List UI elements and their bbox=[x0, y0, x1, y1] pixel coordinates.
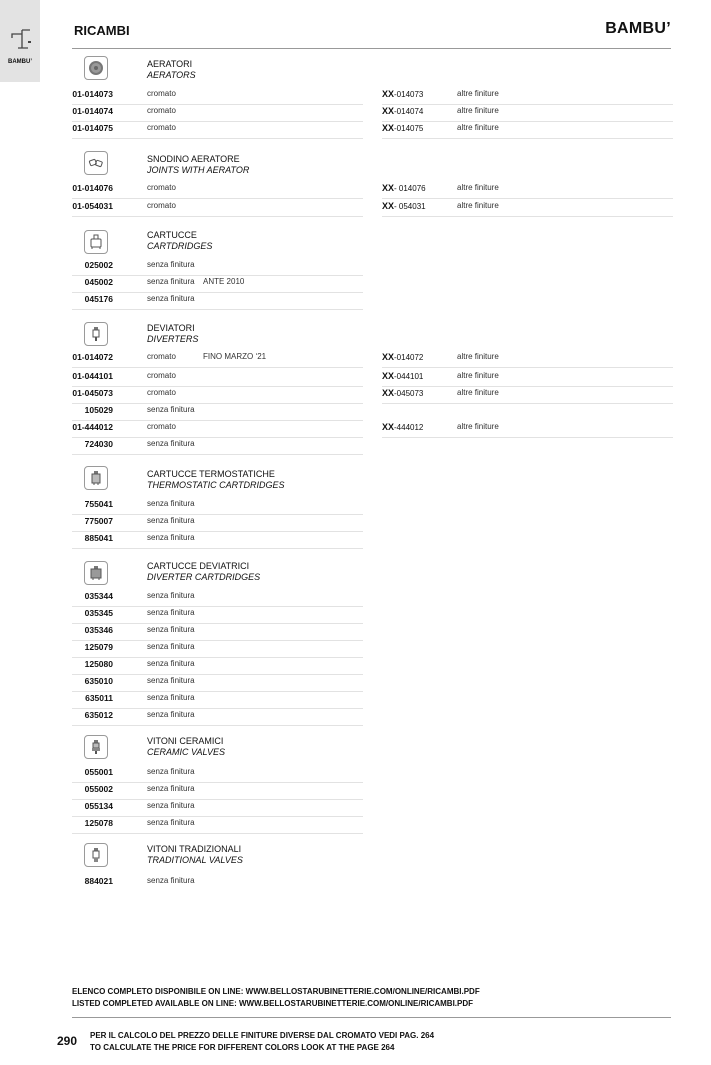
alt-code bbox=[382, 201, 426, 211]
alt-finish: altre finiture bbox=[457, 422, 499, 431]
alt-code-number: -014075 bbox=[394, 124, 424, 133]
part-code: 035346 bbox=[84, 625, 113, 635]
part-code: 055002 bbox=[84, 784, 113, 794]
part-finish: senza finitura bbox=[147, 693, 195, 702]
part-code: 125079 bbox=[84, 642, 113, 652]
alt-code-number: -044101 bbox=[394, 372, 424, 381]
alt-code-number: -444012 bbox=[394, 423, 424, 432]
alt-finish: altre finiture bbox=[457, 123, 499, 132]
section-title-en: DIVERTER CARTDRIDGES bbox=[147, 572, 261, 582]
part-finish: cromato bbox=[147, 183, 176, 192]
table-row bbox=[72, 816, 363, 834]
part-finish: senza finitura bbox=[147, 676, 195, 685]
alt-finish: altre finiture bbox=[457, 352, 499, 361]
part-code: 125078 bbox=[84, 818, 113, 828]
part-finish: cromato bbox=[147, 106, 176, 115]
table-row bbox=[72, 292, 363, 310]
alt-finish: altre finiture bbox=[457, 106, 499, 115]
part-code: 775007 bbox=[84, 516, 113, 526]
part-finish: senza finitura bbox=[147, 625, 195, 634]
part-finish: cromato bbox=[147, 201, 176, 210]
table-row bbox=[72, 497, 363, 515]
table-row bbox=[72, 403, 363, 421]
alt-finish: altre finiture bbox=[457, 201, 499, 210]
part-finish: senza finitura bbox=[147, 608, 195, 617]
alt-finish: altre finiture bbox=[457, 183, 499, 192]
part-finish: senza finitura bbox=[147, 642, 195, 651]
table-row bbox=[72, 121, 363, 139]
alt-code bbox=[382, 371, 423, 381]
section-title-en: JOINTS WITH AERATOR bbox=[147, 165, 250, 175]
table-row bbox=[72, 782, 363, 800]
part-code: 035344 bbox=[84, 591, 113, 601]
part-finish: senza finitura bbox=[147, 260, 195, 269]
brand-title: BAMBU’ bbox=[605, 20, 671, 37]
alt-finish: altre finiture bbox=[457, 388, 499, 397]
section-title-en: THERMOSTATIC CARTDRIDGES bbox=[147, 480, 285, 490]
alt-prefix: XX bbox=[382, 388, 395, 398]
part-code: 025002 bbox=[84, 260, 113, 270]
part-code: 01-014072 bbox=[72, 352, 113, 362]
section-title-it: CARTUCCE DEVIATRICI bbox=[147, 561, 250, 571]
part-code: 035345 bbox=[84, 608, 113, 618]
online-note-it: ELENCO COMPLETO DISPONIBILE ON LINE: WWW.BELLOSTARUBINETTERIE.COM/ONLINE/RICAMBI.PDF bbox=[72, 987, 480, 996]
part-code: 724030 bbox=[84, 439, 113, 449]
part-code: 045002 bbox=[84, 277, 113, 287]
part-code: 01-444012 bbox=[72, 422, 113, 432]
part-code: 01-014074 bbox=[72, 106, 113, 116]
section-title-en: CARTDRIDGES bbox=[147, 241, 213, 251]
alt-prefix: XX bbox=[382, 422, 395, 432]
section-title-en: TRADITIONAL VALVES bbox=[147, 855, 243, 865]
page-number: 290 bbox=[57, 1034, 78, 1048]
aerator-icon bbox=[88, 60, 104, 76]
table-row bbox=[72, 765, 363, 783]
part-finish: senza finitura bbox=[147, 784, 195, 793]
alt-row bbox=[382, 87, 673, 105]
part-finish: cromato bbox=[147, 388, 176, 397]
online-note-en: LISTED COMPLETED AVAILABLE ON LINE: WWW.BELLOSTARUBINETTERIE.COM/ONLINE/RICAMBI.PDF bbox=[72, 998, 474, 1008]
table-row bbox=[72, 708, 363, 726]
alt-prefix: XX bbox=[382, 371, 395, 381]
alt-row bbox=[382, 350, 673, 368]
alt-finish: altre finiture bbox=[457, 89, 499, 98]
table-row bbox=[72, 199, 363, 217]
part-finish: senza finitura bbox=[147, 801, 195, 810]
diverter-cartridge-icon bbox=[88, 565, 104, 581]
diverter-icon bbox=[88, 326, 104, 342]
alt-code bbox=[382, 123, 423, 133]
alt-prefix: XX bbox=[382, 106, 395, 116]
footer-divider bbox=[72, 1017, 671, 1018]
alt-row bbox=[382, 121, 673, 139]
part-note: FINO MARZO ‘21 bbox=[203, 352, 267, 361]
tab-brand-label: BAMBU’ bbox=[8, 59, 32, 65]
table-row bbox=[72, 437, 363, 455]
table-row bbox=[72, 799, 363, 817]
aerator-joint-icon bbox=[88, 155, 104, 171]
part-finish: senza finitura bbox=[147, 591, 195, 600]
ceramic-valve-icon-frame bbox=[84, 735, 108, 759]
online-note bbox=[72, 986, 480, 1009]
part-finish: senza finitura bbox=[147, 499, 195, 508]
part-code: 01-044101 bbox=[72, 371, 113, 381]
alt-code-number: - 054031 bbox=[394, 202, 426, 211]
alt-code bbox=[382, 183, 426, 193]
section-title-it: VITONI TRADIZIONALI bbox=[147, 844, 242, 854]
section-title-it: VITONI CERAMICI bbox=[147, 736, 224, 746]
part-finish: senza finitura bbox=[147, 767, 195, 776]
part-finish: cromato bbox=[147, 352, 176, 361]
alt-prefix: XX bbox=[382, 183, 395, 193]
part-finish: senza finitura bbox=[147, 294, 195, 303]
price-note-it: PER IL CALCOLO DEL PREZZO DELLE FINITURE DIVERSE DAL CROMATO VEDI PAG. 264 bbox=[90, 1031, 435, 1040]
part-code: 055134 bbox=[84, 801, 113, 811]
table-row bbox=[72, 640, 363, 658]
alt-code bbox=[382, 422, 423, 432]
part-finish: senza finitura bbox=[147, 710, 195, 719]
alt-code-number: -014074 bbox=[394, 107, 424, 116]
table-row bbox=[72, 589, 363, 607]
alt-code-number: -014073 bbox=[394, 90, 424, 99]
alt-code-number: - 014076 bbox=[394, 184, 426, 193]
alt-code-number: -014072 bbox=[394, 353, 424, 362]
price-note bbox=[90, 1030, 434, 1053]
table-row bbox=[72, 691, 363, 709]
part-finish: cromato bbox=[147, 371, 176, 380]
table-row bbox=[72, 258, 363, 276]
table-row bbox=[72, 104, 363, 122]
part-code: 045176 bbox=[84, 294, 113, 304]
part-finish: senza finitura bbox=[147, 876, 195, 885]
part-code: 105029 bbox=[84, 405, 113, 415]
table-row bbox=[72, 87, 363, 105]
part-code: 635010 bbox=[84, 676, 113, 686]
part-finish: cromato bbox=[147, 422, 176, 431]
part-code: 01-054031 bbox=[72, 201, 113, 211]
header-divider bbox=[72, 48, 671, 49]
part-finish: senza finitura bbox=[147, 533, 195, 542]
price-note-en: TO CALCULATE THE PRICE FOR DIFFERENT COLORS LOOK AT THE PAGE 264 bbox=[90, 1042, 395, 1052]
alt-row bbox=[382, 104, 673, 122]
part-finish: cromato bbox=[147, 89, 176, 98]
alt-prefix: XX bbox=[382, 123, 395, 133]
table-row bbox=[72, 606, 363, 624]
alt-row bbox=[382, 181, 673, 199]
aerator-icon-frame bbox=[84, 56, 108, 80]
section-title-en: AERATORS bbox=[147, 70, 196, 80]
part-code: 885041 bbox=[84, 533, 113, 543]
part-code: 055001 bbox=[84, 767, 113, 777]
alt-row bbox=[382, 199, 673, 217]
part-finish: senza finitura bbox=[147, 516, 195, 525]
alt-row bbox=[382, 420, 673, 438]
part-note: ANTE 2010 bbox=[203, 277, 245, 286]
alt-code bbox=[382, 106, 423, 116]
part-code: 01-014073 bbox=[72, 89, 113, 99]
side-tab bbox=[0, 0, 40, 82]
table-row bbox=[72, 514, 363, 532]
part-finish: senza finitura bbox=[147, 818, 195, 827]
part-finish: senza finitura bbox=[147, 405, 195, 414]
alt-code bbox=[382, 388, 423, 398]
alt-prefix: XX bbox=[382, 89, 395, 99]
faucet-icon bbox=[8, 26, 34, 52]
table-row bbox=[72, 531, 363, 549]
table-row bbox=[72, 420, 363, 438]
part-code: 01-014076 bbox=[72, 183, 113, 193]
section-title-en: DIVERTERS bbox=[147, 334, 199, 344]
table-row bbox=[72, 874, 363, 891]
section-title-it: DEVIATORI bbox=[147, 323, 195, 333]
diverter-icon-frame bbox=[84, 322, 108, 346]
alt-prefix: XX bbox=[382, 201, 395, 211]
thermostatic-cartridge-icon-frame bbox=[84, 466, 108, 490]
table-row bbox=[72, 350, 363, 368]
part-finish: senza finitura bbox=[147, 659, 195, 668]
table-row bbox=[72, 275, 363, 293]
part-finish: senza finitura bbox=[147, 439, 195, 448]
aerator-joint-icon-frame bbox=[84, 151, 108, 175]
traditional-valve-icon bbox=[88, 847, 104, 863]
cartridge-icon bbox=[88, 234, 104, 250]
alt-code-number: -045073 bbox=[394, 389, 424, 398]
alt-row bbox=[382, 386, 673, 404]
part-finish: cromato bbox=[147, 123, 176, 132]
table-row bbox=[72, 181, 363, 199]
section-title-it: CARTUCCE TERMOSTATICHE bbox=[147, 469, 275, 479]
traditional-valve-icon-frame bbox=[84, 843, 108, 867]
alt-code bbox=[382, 352, 423, 362]
alt-code bbox=[382, 89, 423, 99]
table-row bbox=[72, 623, 363, 641]
thermostatic-cartridge-icon bbox=[88, 470, 104, 486]
section-title-it: AERATORI bbox=[147, 59, 193, 69]
table-row bbox=[72, 674, 363, 692]
cartridge-icon-frame bbox=[84, 230, 108, 254]
part-code: 884021 bbox=[84, 876, 113, 886]
alt-finish: altre finiture bbox=[457, 371, 499, 380]
section-title-it: CARTUCCE bbox=[147, 230, 197, 240]
table-row bbox=[72, 386, 363, 404]
part-code: 01-014075 bbox=[72, 123, 113, 133]
part-finish: senza finitura bbox=[147, 277, 195, 286]
part-code: 01-045073 bbox=[72, 388, 113, 398]
page-title: RICAMBI bbox=[74, 23, 130, 38]
part-code: 125080 bbox=[84, 659, 113, 669]
ceramic-valve-icon bbox=[88, 739, 104, 755]
alt-prefix: XX bbox=[382, 352, 395, 362]
diverter-cartridge-icon-frame bbox=[84, 561, 108, 585]
table-row bbox=[72, 369, 363, 387]
section-title-en: CERAMIC VALVES bbox=[147, 747, 226, 757]
part-code: 635011 bbox=[85, 693, 113, 703]
part-code: 635012 bbox=[84, 710, 113, 720]
section-title-it: SNODINO AERATORE bbox=[147, 154, 240, 164]
part-code: 755041 bbox=[84, 499, 113, 509]
alt-row bbox=[382, 369, 673, 387]
table-row bbox=[72, 657, 363, 675]
